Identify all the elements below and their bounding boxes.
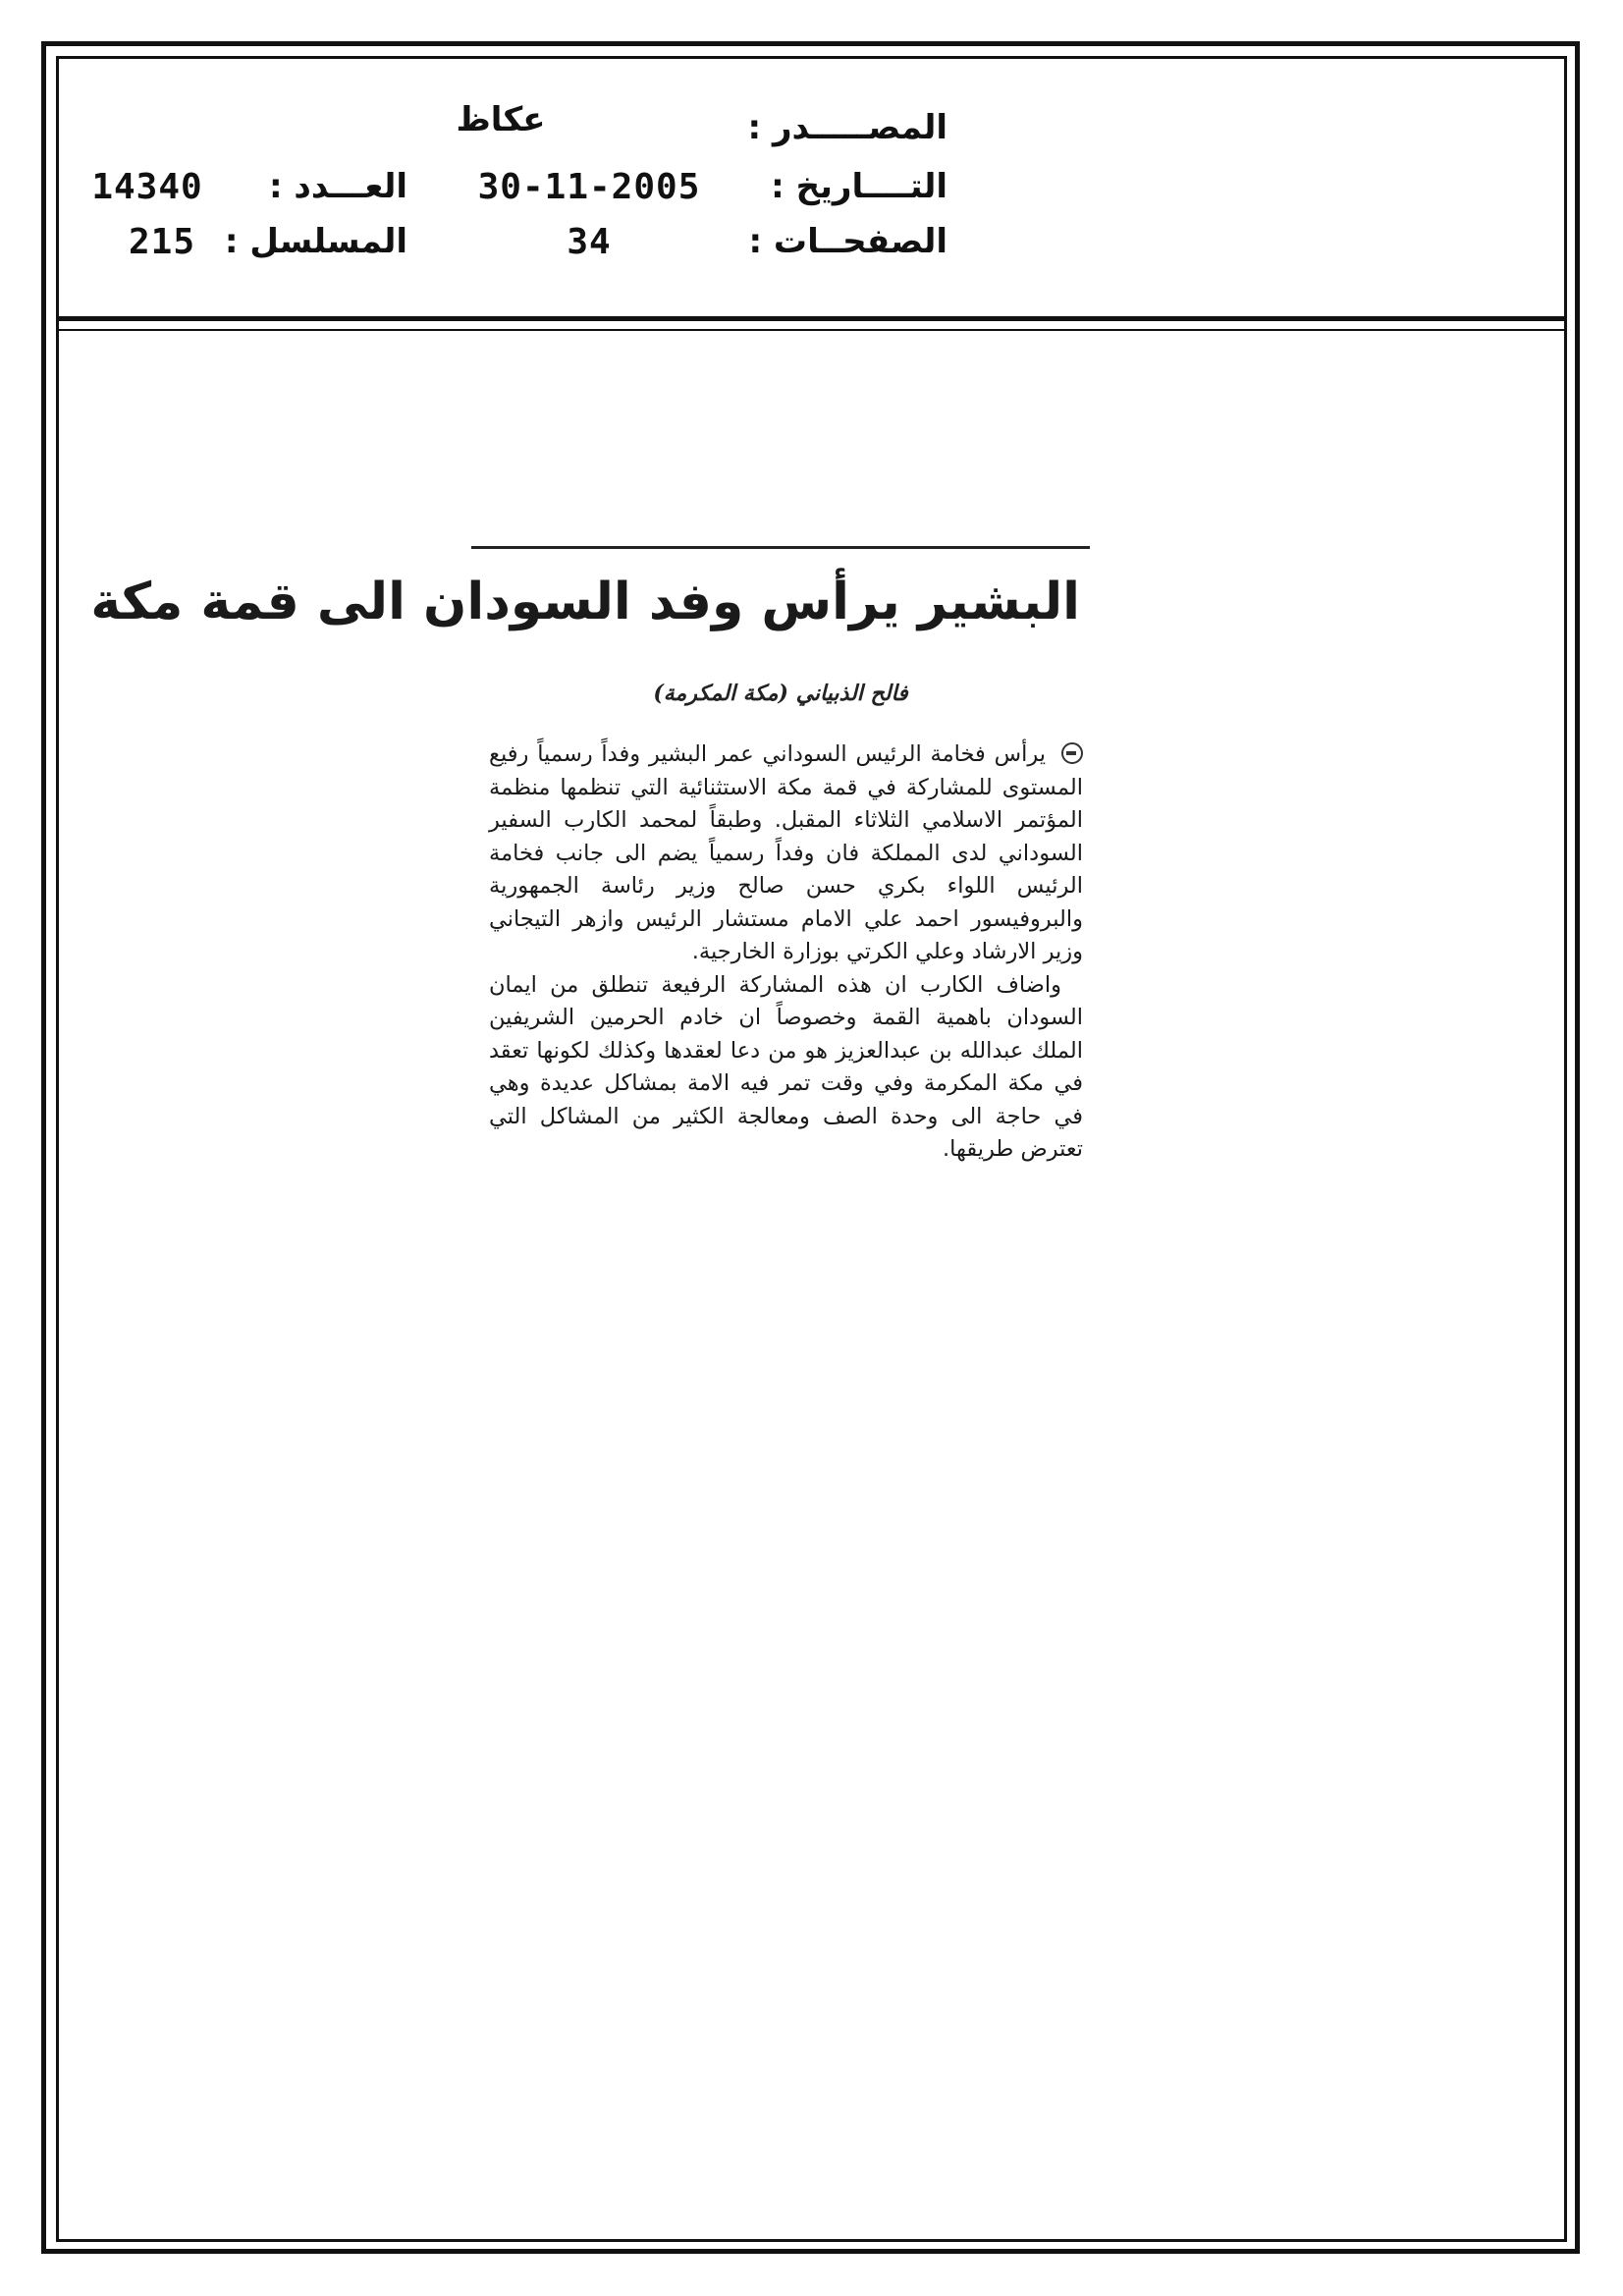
paragraph-2-text: واضاف الكارب ان هذه المشاركة الرفيعة تنطلق من ايمان السودان باهمية القمة وخصوصاً ان خادم الحرمين الشريفين الملك عبدالله بن عبدالعزيز هو من دعا لعقدها وكذلك لكونها تعقد في مكة المكرمة وفي وقت تمر فيه الامة بمشاكل عديدة وهي في حاجة الى وحدة الصف ومعالجة الكثير من المشاكل التي تعترض طريقها.	[489, 971, 1083, 1162]
article-paragraph	[489, 738, 1083, 969]
source-value: عكاظ	[456, 100, 546, 139]
pages-value: 34	[567, 222, 612, 262]
article-top-rule	[471, 546, 1090, 549]
date-label: التــــاريخ :	[771, 167, 947, 206]
article-bullet-icon	[1061, 742, 1083, 764]
paragraph-1-text: يرأس فخامة الرئيس السوداني عمر البشير وفداً رسمياً رفيع المستوى للمشاركة في قمة مكة الاستثنائية التي تنظمها منظمة المؤتمر الاسلامي الثلاثاء المقبل. وطبقاً لمحمد الكارب السفير السوداني لدى المملكة فان وفداً رسمياً يضم الى جانب فخامة الرئيس اللواء بكري حسن صالح وزير رئاسة الجمهورية والبروفيسور احمد علي الامام مستشار الرئيس وازهر التيجاني وزير الارشاد وعلي الكرتي بوزارة الخارجية.	[489, 741, 1083, 964]
header-divider	[56, 316, 1567, 321]
header-divider-thin	[56, 329, 1567, 331]
article-headline: البشير يرأس وفد السودان الى قمة مكة	[90, 573, 1080, 631]
date-value: 30-11-2005	[477, 167, 701, 207]
article-paragraph	[489, 969, 1083, 1167]
pages-label: الصفحــات :	[748, 222, 947, 261]
issue-value: 14340	[91, 167, 203, 207]
source-label: المصـــــدر :	[747, 108, 947, 147]
article-byline: فالح الذبياني (مكة المكرمة)	[653, 681, 908, 706]
serial-label: المسلسل :	[224, 222, 407, 261]
serial-value: 215	[128, 222, 196, 262]
issue-label: العـــدد :	[269, 167, 407, 206]
article-body	[489, 738, 1083, 1167]
